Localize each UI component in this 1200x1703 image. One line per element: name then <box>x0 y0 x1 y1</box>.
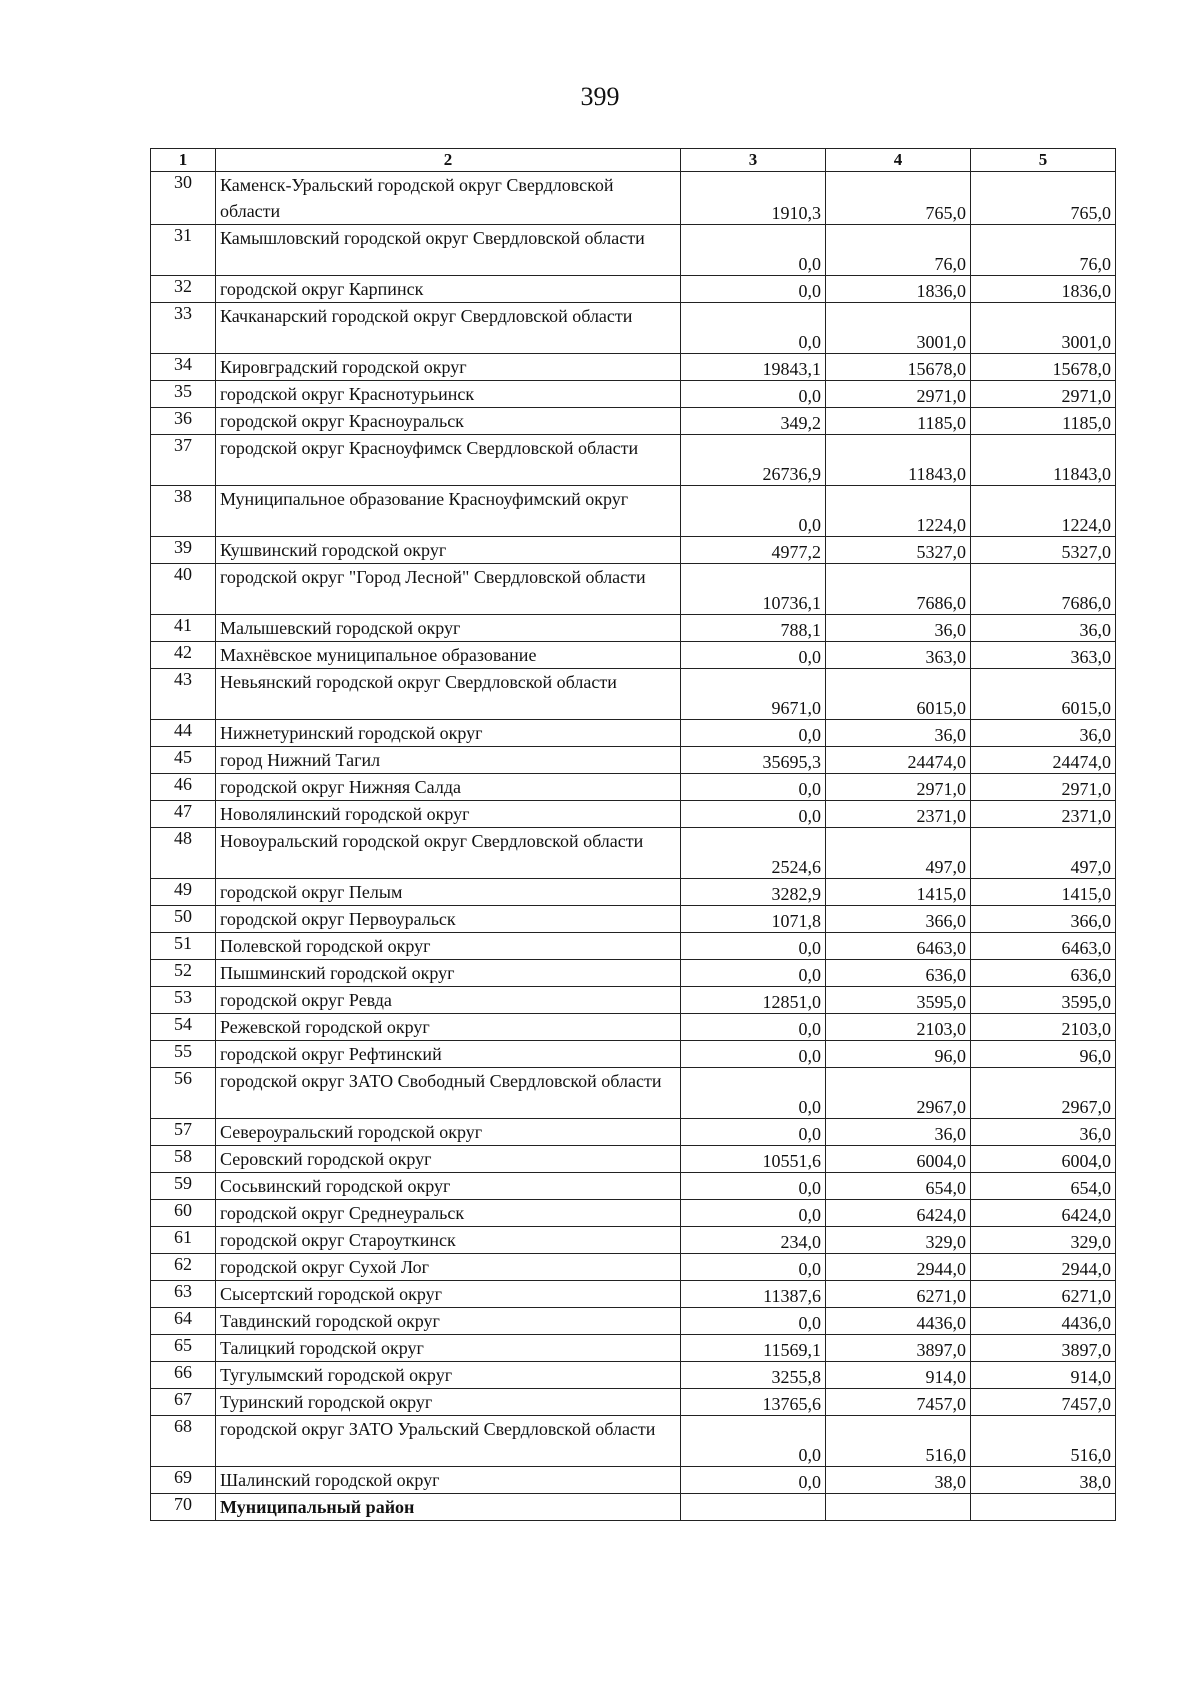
row-number-cell: 41 <box>151 615 216 642</box>
row-number-cell: 30 <box>151 172 216 225</box>
value-col-3-cell: 0,0 <box>681 276 826 303</box>
value-col-4-cell: 2371,0 <box>826 801 971 828</box>
header-col-4: 4 <box>826 149 971 172</box>
table-row <box>151 1173 1116 1200</box>
value-col-3-cell: 0,0 <box>681 933 826 960</box>
value-col-4-cell: 3897,0 <box>826 1335 971 1362</box>
table-row <box>151 408 1116 435</box>
municipality-name-cell: Невьянский городской округ Свердловской области <box>216 669 681 720</box>
municipality-name-cell: Муниципальное образование Красноуфимский округ <box>216 486 681 537</box>
value-col-4-cell: 914,0 <box>826 1362 971 1389</box>
table-header-row <box>151 149 1116 172</box>
municipality-name-cell: Туринский городской округ <box>216 1389 681 1416</box>
value-col-4-cell: 516,0 <box>826 1416 971 1467</box>
value-col-3-cell: 0,0 <box>681 1200 826 1227</box>
value-col-5-cell: 329,0 <box>971 1227 1116 1254</box>
table-row <box>151 747 1116 774</box>
value-col-5-cell: 3001,0 <box>971 303 1116 354</box>
value-col-4-cell: 15678,0 <box>826 354 971 381</box>
row-number-cell: 57 <box>151 1119 216 1146</box>
value-col-4-cell: 5327,0 <box>826 537 971 564</box>
municipality-name-cell: городской округ ЗАТО Уральский Свердловской области <box>216 1416 681 1467</box>
municipality-name-cell: город Нижний Тагил <box>216 747 681 774</box>
value-col-3-cell: 0,0 <box>681 1467 826 1494</box>
municipality-name-cell: городской округ Красноуральск <box>216 408 681 435</box>
row-number-cell: 43 <box>151 669 216 720</box>
municipality-name-cell: городской округ Рефтинский <box>216 1041 681 1068</box>
value-col-4-cell: 2971,0 <box>826 774 971 801</box>
municipality-name-cell: Серовский городской округ <box>216 1146 681 1173</box>
row-number-cell: 60 <box>151 1200 216 1227</box>
value-col-5-cell: 96,0 <box>971 1041 1116 1068</box>
table-row <box>151 1146 1116 1173</box>
value-col-3-cell: 0,0 <box>681 960 826 987</box>
value-col-4-cell: 363,0 <box>826 642 971 669</box>
table-row <box>151 1200 1116 1227</box>
value-col-3-cell: 1910,3 <box>681 172 826 225</box>
table-row <box>151 1416 1116 1467</box>
value-col-4-cell <box>826 1494 971 1521</box>
value-col-3-cell: 19843,1 <box>681 354 826 381</box>
row-number-cell: 69 <box>151 1467 216 1494</box>
row-number-cell: 67 <box>151 1389 216 1416</box>
value-col-4-cell: 7686,0 <box>826 564 971 615</box>
row-number-cell: 31 <box>151 225 216 276</box>
row-number-cell: 53 <box>151 987 216 1014</box>
header-col-2: 2 <box>216 149 681 172</box>
value-col-5-cell: 1185,0 <box>971 408 1116 435</box>
municipality-name-cell: Кировградский городской округ <box>216 354 681 381</box>
municipality-name-cell: городской округ "Город Лесной" Свердловской области <box>216 564 681 615</box>
value-col-5-cell: 36,0 <box>971 615 1116 642</box>
table-row <box>151 987 1116 1014</box>
municipality-name-cell: городской округ Краснотурьинск <box>216 381 681 408</box>
value-col-4-cell: 2971,0 <box>826 381 971 408</box>
municipality-name-cell: Качканарский городской округ Свердловской области <box>216 303 681 354</box>
municipality-name-cell: городской округ Первоуральск <box>216 906 681 933</box>
municipality-name-cell: Камышловский городской округ Свердловской области <box>216 225 681 276</box>
row-number-cell: 49 <box>151 879 216 906</box>
value-col-3-cell: 0,0 <box>681 1014 826 1041</box>
table-row <box>151 642 1116 669</box>
value-col-4-cell: 2103,0 <box>826 1014 971 1041</box>
table-row <box>151 486 1116 537</box>
row-number-cell: 59 <box>151 1173 216 1200</box>
table-row <box>151 1254 1116 1281</box>
value-col-5-cell: 1836,0 <box>971 276 1116 303</box>
value-col-3-cell: 0,0 <box>681 1068 826 1119</box>
value-col-3-cell: 0,0 <box>681 486 826 537</box>
table-row <box>151 1308 1116 1335</box>
header-col-3: 3 <box>681 149 826 172</box>
value-col-3-cell: 35695,3 <box>681 747 826 774</box>
row-number-cell: 37 <box>151 435 216 486</box>
value-col-5-cell: 363,0 <box>971 642 1116 669</box>
table-row <box>151 435 1116 486</box>
municipal-data-table <box>150 148 1116 1521</box>
value-col-4-cell: 1415,0 <box>826 879 971 906</box>
municipality-name-cell: Новоуральский городской округ Свердловской области <box>216 828 681 879</box>
value-col-3-cell: 10551,6 <box>681 1146 826 1173</box>
value-col-5-cell: 24474,0 <box>971 747 1116 774</box>
value-col-5-cell: 6271,0 <box>971 1281 1116 1308</box>
value-col-5-cell <box>971 1494 1116 1521</box>
value-col-3-cell: 1071,8 <box>681 906 826 933</box>
row-number-cell: 42 <box>151 642 216 669</box>
value-col-3-cell: 788,1 <box>681 615 826 642</box>
value-col-4-cell: 4436,0 <box>826 1308 971 1335</box>
value-col-3-cell: 349,2 <box>681 408 826 435</box>
value-col-3-cell <box>681 1494 826 1521</box>
municipality-name-cell: Каменск-Уральский городской округ Свердловской области <box>216 172 681 225</box>
header-col-5: 5 <box>971 149 1116 172</box>
value-col-5-cell: 36,0 <box>971 1119 1116 1146</box>
row-number-cell: 38 <box>151 486 216 537</box>
row-number-cell: 48 <box>151 828 216 879</box>
row-number-cell: 33 <box>151 303 216 354</box>
table-row <box>151 720 1116 747</box>
value-col-3-cell: 3282,9 <box>681 879 826 906</box>
value-col-4-cell: 1185,0 <box>826 408 971 435</box>
value-col-5-cell: 6004,0 <box>971 1146 1116 1173</box>
row-number-cell: 70 <box>151 1494 216 1521</box>
value-col-5-cell: 2371,0 <box>971 801 1116 828</box>
row-number-cell: 55 <box>151 1041 216 1068</box>
value-col-3-cell: 0,0 <box>681 1173 826 1200</box>
value-col-3-cell: 2524,6 <box>681 828 826 879</box>
municipality-name-cell: Махнёвское муниципальное образование <box>216 642 681 669</box>
value-col-3-cell: 0,0 <box>681 1254 826 1281</box>
value-col-5-cell: 2967,0 <box>971 1068 1116 1119</box>
value-col-5-cell: 2944,0 <box>971 1254 1116 1281</box>
municipality-name-cell: городской округ Ревда <box>216 987 681 1014</box>
table-row <box>151 1362 1116 1389</box>
value-col-5-cell: 366,0 <box>971 906 1116 933</box>
municipality-name-cell: Малышевский городской округ <box>216 615 681 642</box>
value-col-5-cell: 7686,0 <box>971 564 1116 615</box>
value-col-4-cell: 497,0 <box>826 828 971 879</box>
row-number-cell: 50 <box>151 906 216 933</box>
value-col-3-cell: 13765,6 <box>681 1389 826 1416</box>
value-col-3-cell: 10736,1 <box>681 564 826 615</box>
municipality-name-cell: городской округ Староуткинск <box>216 1227 681 1254</box>
value-col-3-cell: 11387,6 <box>681 1281 826 1308</box>
value-col-5-cell: 765,0 <box>971 172 1116 225</box>
table-row <box>151 960 1116 987</box>
value-col-5-cell: 654,0 <box>971 1173 1116 1200</box>
municipality-name-cell: Тугулымский городской округ <box>216 1362 681 1389</box>
value-col-5-cell: 2103,0 <box>971 1014 1116 1041</box>
row-number-cell: 63 <box>151 1281 216 1308</box>
municipality-name-cell: Тавдинский городской округ <box>216 1308 681 1335</box>
value-col-5-cell: 38,0 <box>971 1467 1116 1494</box>
row-number-cell: 40 <box>151 564 216 615</box>
value-col-4-cell: 6463,0 <box>826 933 971 960</box>
value-col-5-cell: 636,0 <box>971 960 1116 987</box>
value-col-5-cell: 5327,0 <box>971 537 1116 564</box>
row-number-cell: 64 <box>151 1308 216 1335</box>
municipality-name-cell: Североуральский городской округ <box>216 1119 681 1146</box>
table-row <box>151 1041 1116 1068</box>
value-col-3-cell: 4977,2 <box>681 537 826 564</box>
value-col-3-cell: 0,0 <box>681 720 826 747</box>
table-row <box>151 381 1116 408</box>
row-number-cell: 68 <box>151 1416 216 1467</box>
table-row <box>151 354 1116 381</box>
value-col-4-cell: 2967,0 <box>826 1068 971 1119</box>
value-col-4-cell: 36,0 <box>826 720 971 747</box>
table-row <box>151 172 1116 225</box>
table-row <box>151 879 1116 906</box>
table-row <box>151 1068 1116 1119</box>
row-number-cell: 66 <box>151 1362 216 1389</box>
row-number-cell: 47 <box>151 801 216 828</box>
table-row <box>151 828 1116 879</box>
value-col-5-cell: 516,0 <box>971 1416 1116 1467</box>
row-number-cell: 58 <box>151 1146 216 1173</box>
table-row <box>151 537 1116 564</box>
value-col-5-cell: 6463,0 <box>971 933 1116 960</box>
row-number-cell: 61 <box>151 1227 216 1254</box>
value-col-5-cell: 3897,0 <box>971 1335 1116 1362</box>
value-col-5-cell: 76,0 <box>971 225 1116 276</box>
value-col-3-cell: 234,0 <box>681 1227 826 1254</box>
table-row <box>151 1389 1116 1416</box>
value-col-4-cell: 36,0 <box>826 615 971 642</box>
table-row <box>151 933 1116 960</box>
value-col-4-cell: 36,0 <box>826 1119 971 1146</box>
municipality-name-cell: Сосьвинский городской округ <box>216 1173 681 1200</box>
value-col-5-cell: 914,0 <box>971 1362 1116 1389</box>
table-row <box>151 1119 1116 1146</box>
table-row <box>151 1335 1116 1362</box>
value-col-5-cell: 2971,0 <box>971 381 1116 408</box>
value-col-4-cell: 6015,0 <box>826 669 971 720</box>
row-number-cell: 62 <box>151 1254 216 1281</box>
table-body <box>151 172 1116 1521</box>
table-row <box>151 303 1116 354</box>
value-col-5-cell: 15678,0 <box>971 354 1116 381</box>
value-col-4-cell: 366,0 <box>826 906 971 933</box>
row-number-cell: 51 <box>151 933 216 960</box>
value-col-5-cell: 1415,0 <box>971 879 1116 906</box>
value-col-4-cell: 96,0 <box>826 1041 971 1068</box>
value-col-3-cell: 9671,0 <box>681 669 826 720</box>
value-col-4-cell: 654,0 <box>826 1173 971 1200</box>
row-number-cell: 56 <box>151 1068 216 1119</box>
value-col-3-cell: 0,0 <box>681 774 826 801</box>
table-row <box>151 276 1116 303</box>
table-row <box>151 774 1116 801</box>
table-row <box>151 906 1116 933</box>
value-col-4-cell: 3595,0 <box>826 987 971 1014</box>
municipality-name-cell: Муниципальный район <box>216 1494 681 1521</box>
row-number-cell: 45 <box>151 747 216 774</box>
value-col-3-cell: 0,0 <box>681 1416 826 1467</box>
value-col-3-cell: 0,0 <box>681 642 826 669</box>
value-col-5-cell: 1224,0 <box>971 486 1116 537</box>
value-col-4-cell: 1836,0 <box>826 276 971 303</box>
value-col-3-cell: 0,0 <box>681 1119 826 1146</box>
row-number-cell: 54 <box>151 1014 216 1041</box>
municipality-name-cell: городской округ ЗАТО Свободный Свердловской области <box>216 1068 681 1119</box>
value-col-4-cell: 2944,0 <box>826 1254 971 1281</box>
table-row <box>151 564 1116 615</box>
table-row <box>151 1281 1116 1308</box>
value-col-3-cell: 0,0 <box>681 801 826 828</box>
value-col-5-cell: 7457,0 <box>971 1389 1116 1416</box>
row-number-cell: 39 <box>151 537 216 564</box>
value-col-4-cell: 3001,0 <box>826 303 971 354</box>
municipality-name-cell: Талицкий городской округ <box>216 1335 681 1362</box>
value-col-4-cell: 24474,0 <box>826 747 971 774</box>
table-row <box>151 1467 1116 1494</box>
table-row <box>151 1494 1116 1521</box>
value-col-4-cell: 6271,0 <box>826 1281 971 1308</box>
value-col-4-cell: 11843,0 <box>826 435 971 486</box>
table-row <box>151 669 1116 720</box>
municipality-name-cell: городской округ Среднеуральск <box>216 1200 681 1227</box>
value-col-5-cell: 497,0 <box>971 828 1116 879</box>
value-col-4-cell: 38,0 <box>826 1467 971 1494</box>
value-col-4-cell: 7457,0 <box>826 1389 971 1416</box>
municipality-name-cell: Пышминский городской округ <box>216 960 681 987</box>
row-number-cell: 34 <box>151 354 216 381</box>
table-row <box>151 1227 1116 1254</box>
row-number-cell: 36 <box>151 408 216 435</box>
value-col-3-cell: 0,0 <box>681 381 826 408</box>
value-col-4-cell: 765,0 <box>826 172 971 225</box>
value-col-5-cell: 4436,0 <box>971 1308 1116 1335</box>
value-col-3-cell: 0,0 <box>681 225 826 276</box>
value-col-5-cell: 6015,0 <box>971 669 1116 720</box>
value-col-3-cell: 0,0 <box>681 1041 826 1068</box>
value-col-5-cell: 6424,0 <box>971 1200 1116 1227</box>
value-col-3-cell: 0,0 <box>681 1308 826 1335</box>
value-col-5-cell: 2971,0 <box>971 774 1116 801</box>
municipality-name-cell: Новолялинский городской округ <box>216 801 681 828</box>
municipality-name-cell: Шалинский городской округ <box>216 1467 681 1494</box>
row-number-cell: 32 <box>151 276 216 303</box>
municipality-name-cell: Кушвинский городской округ <box>216 537 681 564</box>
value-col-3-cell: 12851,0 <box>681 987 826 1014</box>
value-col-3-cell: 26736,9 <box>681 435 826 486</box>
value-col-4-cell: 6004,0 <box>826 1146 971 1173</box>
municipality-name-cell: городской округ Нижняя Салда <box>216 774 681 801</box>
value-col-4-cell: 6424,0 <box>826 1200 971 1227</box>
row-number-cell: 44 <box>151 720 216 747</box>
value-col-4-cell: 636,0 <box>826 960 971 987</box>
row-number-cell: 65 <box>151 1335 216 1362</box>
table-row <box>151 225 1116 276</box>
value-col-3-cell: 3255,8 <box>681 1362 826 1389</box>
municipality-name-cell: Нижнетуринский городской округ <box>216 720 681 747</box>
header-col-1: 1 <box>151 149 216 172</box>
page-number: 399 <box>580 82 620 111</box>
municipality-name-cell: Сысертский городской округ <box>216 1281 681 1308</box>
municipality-name-cell: городской округ Сухой Лог <box>216 1254 681 1281</box>
value-col-4-cell: 1224,0 <box>826 486 971 537</box>
value-col-4-cell: 76,0 <box>826 225 971 276</box>
row-number-cell: 35 <box>151 381 216 408</box>
value-col-5-cell: 3595,0 <box>971 987 1116 1014</box>
municipality-name-cell: городской округ Красноуфимск Свердловской области <box>216 435 681 486</box>
municipality-name-cell: городской округ Карпинск <box>216 276 681 303</box>
municipality-name-cell: городской округ Пелым <box>216 879 681 906</box>
row-number-cell: 52 <box>151 960 216 987</box>
row-number-cell: 46 <box>151 774 216 801</box>
value-col-3-cell: 11569,1 <box>681 1335 826 1362</box>
value-col-4-cell: 329,0 <box>826 1227 971 1254</box>
value-col-3-cell: 0,0 <box>681 303 826 354</box>
value-col-5-cell: 11843,0 <box>971 435 1116 486</box>
municipality-name-cell: Режевской городской округ <box>216 1014 681 1041</box>
table-row <box>151 1014 1116 1041</box>
table-row <box>151 801 1116 828</box>
municipality-name-cell: Полевской городской округ <box>216 933 681 960</box>
table-row <box>151 615 1116 642</box>
value-col-5-cell: 36,0 <box>971 720 1116 747</box>
